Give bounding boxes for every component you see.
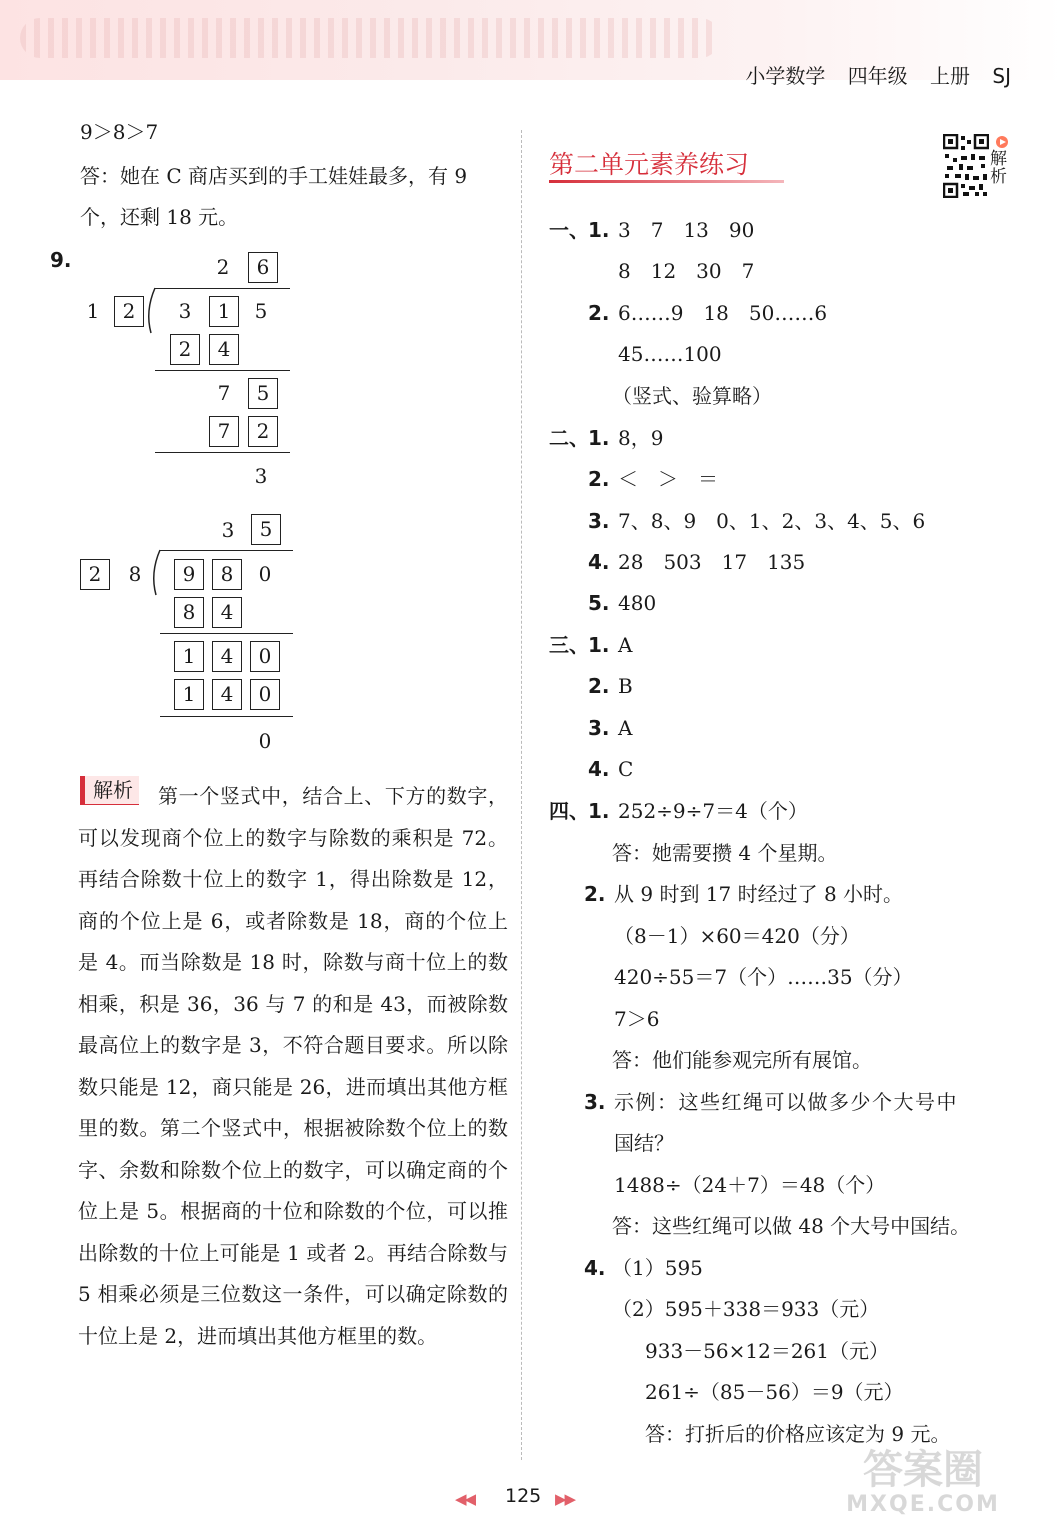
section-2-q1-num: 1. — [588, 426, 610, 450]
answer-line-1: 答：她在 C 商店买到的手工娃娃最多，有 9 — [80, 164, 468, 188]
column-divider — [521, 130, 522, 1460]
division-bar — [155, 288, 290, 289]
section-2-q4: 28 503 17 135 — [618, 550, 806, 574]
qr-label: 解析 — [990, 149, 1007, 187]
header-edition: SJ — [992, 64, 1011, 88]
section-1-q1-row2: 8 12 30 7 — [618, 259, 755, 283]
watermark-line-1: 答案圈 — [863, 1447, 983, 1493]
section-4-q4-line3: 933－56×12＝261（元） — [645, 1339, 890, 1363]
section-2-q5-num: 5. — [588, 591, 610, 615]
section-3-q1: A — [618, 633, 633, 657]
product-1-ones-box: 4 — [209, 334, 239, 365]
final-remainder: 0 — [258, 729, 272, 753]
watermark — [803, 1448, 1043, 1528]
section-4-q3-line3: 1488÷（24＋7）＝48（个） — [614, 1173, 886, 1197]
dividend-digit-3: 0 — [258, 562, 272, 586]
page-number: 125 — [505, 1485, 542, 1507]
quotient-tens: 2 — [216, 255, 230, 279]
section-4-q4-part2: （2）595＋338＝933（元） — [612, 1297, 880, 1321]
section-4-q4-part1: （1）595 — [612, 1256, 703, 1280]
dividend-digit-1-box: 9 — [174, 559, 204, 590]
section-2-label: 二、 — [549, 426, 589, 450]
remainder-1-tens: 7 — [217, 381, 231, 405]
banner-decoration — [20, 18, 720, 58]
section-1-q1-num: 1. — [588, 218, 610, 242]
dividend-digit-3: 5 — [254, 299, 268, 323]
section-4-q4-line4: 261÷（85－56）＝9（元） — [645, 1380, 904, 1404]
prev-page-icon[interactable]: ◀◀ — [455, 1490, 475, 1508]
answer-line-2: 个，还剩 18 元。 — [80, 205, 239, 229]
comparison-line: 9＞8＞7 — [80, 120, 159, 144]
subtraction-line-2 — [155, 452, 290, 453]
quotient-ones-box: 5 — [251, 514, 281, 545]
section-3-q4: C — [618, 757, 634, 781]
remainder-1-hundreds-box: 1 — [174, 641, 204, 672]
product-1-ones-box: 4 — [212, 597, 242, 628]
subtraction-line-2 — [160, 716, 293, 717]
product-1-tens-box: 8 — [174, 597, 204, 628]
section-2-q2: ＜ ＞ ＝ — [618, 467, 718, 491]
divisor-tens: 1 — [86, 299, 100, 323]
section-2-q1: 8，9 — [618, 426, 664, 450]
section-4-q2-line4: 7＞6 — [614, 1007, 660, 1031]
section-2-q5: 480 — [618, 591, 657, 615]
play-icon[interactable] — [996, 136, 1008, 148]
dividend-digit-2-box: 1 — [209, 296, 239, 327]
subtraction-line-1 — [160, 633, 293, 634]
section-2-q2-num: 2. — [588, 467, 610, 491]
section-3-q2: B — [618, 674, 633, 698]
question-9-label: 9. — [50, 248, 72, 272]
product-2-tens-box: 4 — [212, 679, 242, 710]
header-volume: 上册 — [930, 64, 971, 88]
section-1-q2-row2: 45……100 — [618, 342, 722, 366]
product-2-ones-box: 0 — [250, 679, 280, 710]
quotient-ones-box: 6 — [248, 252, 278, 283]
section-4-q3-num: 3. — [584, 1090, 606, 1114]
product-1-tens-box: 2 — [170, 334, 200, 365]
section-4-q3-line1: 示例：这些红绳可以做多少个大号中 — [614, 1090, 958, 1114]
qr-code-icon[interactable] — [943, 134, 989, 198]
divisor-tens-box: 2 — [80, 559, 110, 590]
section-1-q2-row1: 6……9 18 50……6 — [618, 301, 828, 325]
section-1-q2-num: 2. — [588, 301, 610, 325]
section-2-q3: 7、8、9 0、1、2、3、4、5、6 — [618, 509, 926, 533]
division-bracket — [148, 549, 168, 597]
section-4-q3-answer: 答：这些红绳可以做 48 个大号中国结。 — [612, 1214, 971, 1238]
section-1-q1-row1: 3 7 13 90 — [618, 218, 755, 242]
unit-title-underline — [549, 180, 784, 183]
product-2-ones-box: 2 — [248, 416, 278, 447]
section-4-q2-line2: （8－1）×60＝420（分） — [614, 924, 860, 948]
divisor-ones: 8 — [128, 562, 142, 586]
product-2-tens-box: 7 — [209, 416, 239, 447]
quotient-tens: 3 — [221, 518, 235, 542]
section-4-label: 四、 — [549, 799, 589, 823]
division-bracket — [143, 287, 163, 335]
section-3-q1-num: 1. — [588, 633, 610, 657]
page-header — [729, 60, 1011, 89]
final-remainder: 3 — [254, 464, 268, 488]
subtraction-line-1 — [155, 370, 290, 371]
section-4-q1-answer: 答：她需要攒 4 个星期。 — [612, 841, 838, 865]
section-4-q2-line3: 420÷55＝7（个）……35（分） — [614, 965, 913, 989]
header-subject: 小学数学 — [745, 64, 826, 88]
section-4-q2-num: 2. — [584, 882, 606, 906]
dividend-digit-2-box: 8 — [212, 559, 242, 590]
section-2-q3-num: 3. — [588, 509, 610, 533]
section-4-q1-calc: 252÷9÷7＝4（个） — [618, 799, 808, 823]
section-2-q4-num: 4. — [588, 550, 610, 574]
remainder-1-ones-box: 0 — [250, 641, 280, 672]
section-3-label: 三、 — [549, 633, 589, 657]
section-3-q4-num: 4. — [588, 757, 610, 781]
analysis-tag: 解析 — [80, 776, 139, 805]
section-4-q3-line2: 国结？ — [614, 1131, 674, 1155]
section-4-q4-num: 4. — [584, 1256, 606, 1280]
dividend-digit-1: 3 — [178, 299, 192, 323]
product-2-hundreds-box: 1 — [174, 679, 204, 710]
unit-title: 第二单元素养练习 — [549, 150, 750, 179]
section-4-q1-num: 1. — [588, 799, 610, 823]
section-4-q2-answer: 答：他们能参观完所有展馆。 — [612, 1048, 872, 1072]
divisor-ones-box: 2 — [114, 296, 144, 327]
header-grade: 四年级 — [847, 64, 908, 88]
watermark-line-2: MXQE.COM — [846, 1492, 1000, 1517]
remainder-1-ones-box: 5 — [248, 378, 278, 409]
section-4-q4-answer: 答：打折后的价格应该定为 9 元。 — [645, 1422, 951, 1446]
section-3-q3-num: 3. — [588, 716, 610, 740]
next-page-icon[interactable]: ▶▶ — [555, 1490, 575, 1508]
division-bar — [160, 550, 293, 551]
section-1-label: 一、 — [549, 218, 589, 242]
section-1-q2-note: （竖式、验算略） — [612, 384, 772, 408]
section-4-q2-line1: 从 9 时到 17 时经过了 8 小时。 — [614, 882, 904, 906]
section-3-q3: A — [618, 716, 633, 740]
remainder-1-tens-box: 4 — [212, 641, 242, 672]
section-3-q2-num: 2. — [588, 674, 610, 698]
analysis-paragraph: 第一个竖式中，结合上、下方的数字，可以发现商个位上的数字与除数的乘积是 72。再结合除数十位上的数字 1，得出除数是 12，商的个位上是 6，或者除数是 18，商的个位上是 4。而当除数是 18 时，除数与商十位上的数相乘，积是 36，36 与 7 的和是 43，而被除数最高位上的数字是 3，不符合题目要求。所以除数只能是 12，商只能是 26，进而填出其他方框里的数。第二个竖式中，根据被除数个位上的数字、余数和除数个位上的数字，可以确定商的个位上是 5。根据商的十位和除数的个位，可以推出除数的十位上可能是 1 或者 2。再结合除数与 5 相乘必须是三位数这一条件，可以确定除数的十位上是 2，进而填出其他方框里的数。 — [78, 784, 508, 1348]
